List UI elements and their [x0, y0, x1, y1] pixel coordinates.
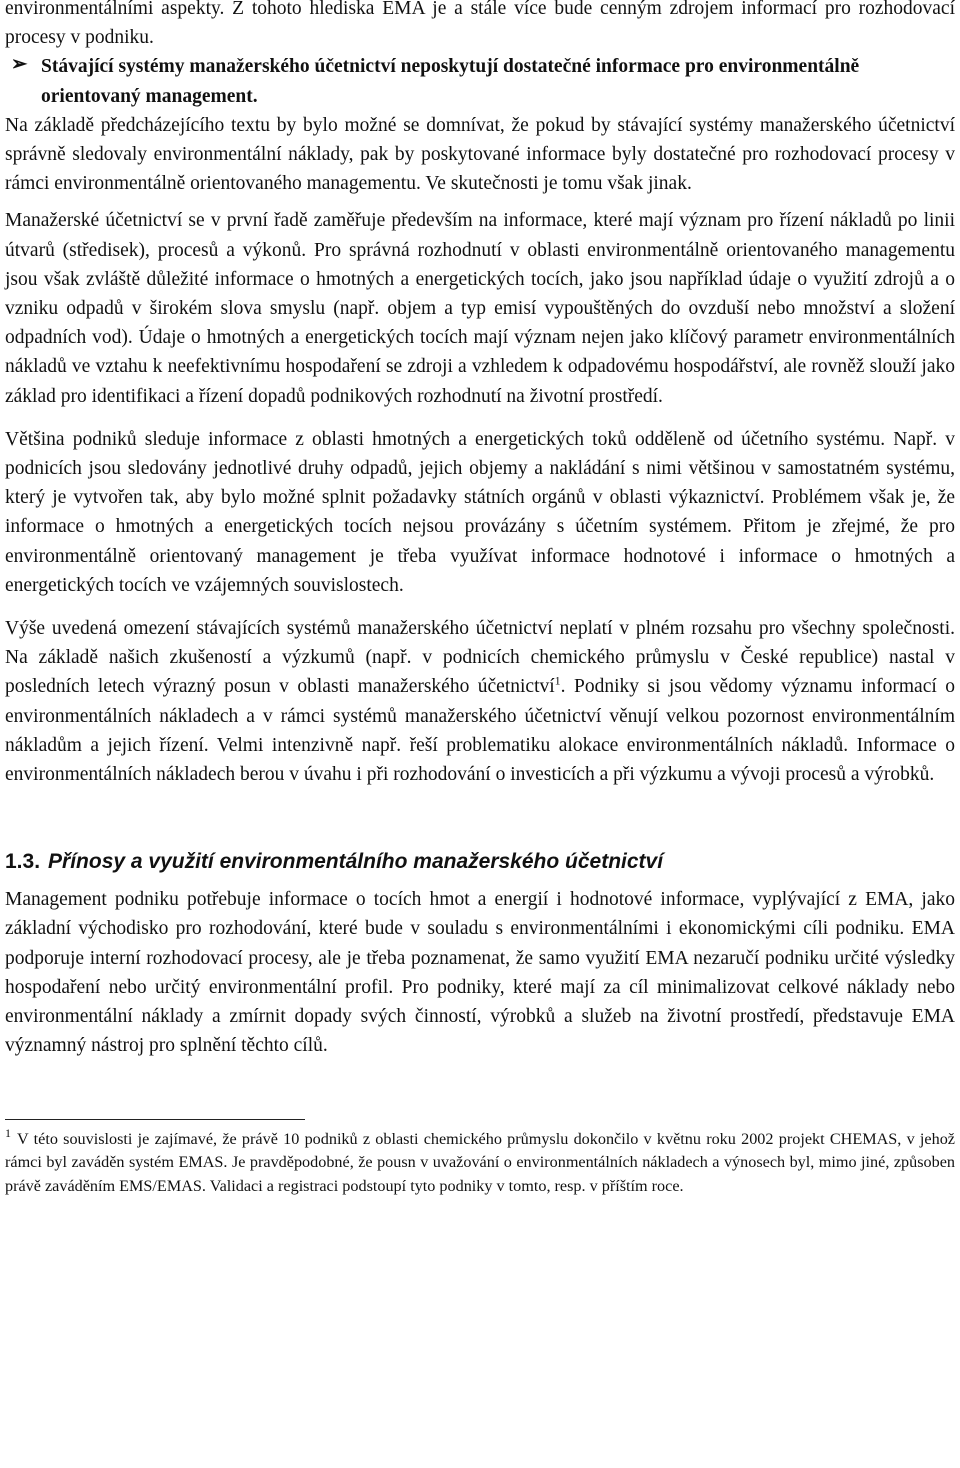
bullet-item	[5, 52, 955, 110]
paragraph-1: Na základě předcházejícího textu by bylo možné se domnívat, že pokud by stávající systémy manažerského účetnictví správně sledovaly environmentální náklady, pak by poskytované informace byly dostatečné pro rozhodovací procesy v rámci environmentálně orientovaného managementu. Ve skutečnosti je tomu však jinak.	[5, 114, 955, 195]
footnote-divider	[5, 1119, 305, 1120]
paragraph-3: Většina podniků sleduje informace z oblasti hmotných a energetických toků odděleně od účetního systému. Např. v podnicích jsou sledovány jednotlivé druhy odpadů, jejich objemy a nakládání s nimi většinou v samostatném systému, který je vytvořen tak, aby bylo možné splnit požadavky státních orgánů v oblasti výkaznictví. Problémem však je, že informace o hmotných a energetických tocích nejsou provázány s účetním systémem. Přitom je zřejmé, že pro environmentálně orientovaný management je třeba využívat informace hodnotové i informace o hmotných a energetických tocích ve vzájemných souvislostech.	[5, 428, 955, 596]
footnote-text: V této souvislosti je zajímavé, že právě 10 podniků z oblasti chemického průmyslu dokončilo v květnu roku 2002 projekt CHEMAS, v jehož rámci byl zaváděn systém EMAS. Je pravděpodobné, že pousn v uvažování o environmentálních nákladech a výnosech byl, mimo jiné, způsoben právě zaváděním EMS/EMAS. Validaci a registraci podstoupí tyto podniky v tomto, resp. v příštím roce.	[5, 1129, 955, 1195]
paragraph-2: Manažerské účetnictví se v první řadě zaměřuje především na informace, které mají význam pro řízení nákladů po linii útvarů (středisek), procesů a výkonů. Pro správná rozhodnutí v oblasti environmentálně orientovaného managementu jsou však zvláště důležité informace o hmotných a energetických tocích, jako jsou například údaje o využití zdrojů a o vzniku odpadů v širokém slova smyslu (např. objem a typ emisí vypouštěných do ovzduší nebo množství a složení odpadních vod). Údaje o hmotných a energetických tocích mají význam nejen jako klíčový parametr environmentálních nákladů ve vztahu k neefektivnímu hospodaření se zdroji a vzhledem k odpadovému hospodářství, ale rovněž slouží jako základ pro identifikaci a řízení dopadů podnikových rozhodnutí na životní prostředí.	[5, 210, 955, 407]
intro-paragraph: environmentálními aspekty. Z tohoto hlediska EMA je a stále více bude cenným zdrojem informací pro rozhodovací procesy v podniku.	[5, 0, 955, 49]
paragraph-4-part-b: . Podniky si jsou vědomy významu informací o environmentálních nákladech a v rámci systémů manažerského účetnictví věnují velkou pozornost environmentálním nákladům a jejich řízení. Velmi intenzivně např. řeší problematiku alokace environmentálních nákladů. Informace o environmentálních nákladech berou v úvahu i při rozhodování o investicích a při výzkumu a vývoji procesů a výrobků.	[5, 676, 955, 786]
section-number: 1.3.	[5, 850, 41, 874]
paragraph-4-part-a: Výše uvedená omezení stávajících systémů manažerského účetnictví neplatí v plném rozsahu pro všechny společnosti. Na základě našich zkušeností a výzkumů (např. v podnicích chemického průmyslu v České republice) nastal v posledních letech výrazný posun v oblasti manažerského účetnictví	[5, 618, 955, 698]
footnote	[5, 1128, 955, 1199]
footnote-reference[interactable]: 1	[554, 673, 561, 688]
footnote-number: 1	[5, 1126, 11, 1141]
section-body: Management podniku potřebuje informace o tocích hmot a energií i hodnotové informace, vyplývající z EMA, jako základní východisko pro rozhodování, které bude v souladu s environmentálními i ekonomickými cíli podniku. EMA podporuje interní rozhodovací procesy, ale je třeba poznamenat, že samo využití EMA nezaručí podniku určité výsledky hospodaření nebo určitý environmentální profil. Pro podniky, které mají za cíl minimalizovat celkové náklady nebo environmentální náklady a zmírnit dopady svých činností, výrobků a služeb na životní prostředí, představuje EMA významný nástroj pro splnění těchto cílů.	[5, 889, 955, 1057]
bullet-text: Stávající systémy manažerského účetnictví neposkytují dostatečné informace pro environmentálně orientovaný management.	[41, 56, 860, 107]
section-heading	[5, 847, 955, 877]
section-title: Přínosy a využití environmentálního manažerského účetnictví	[48, 850, 664, 874]
arrow-bullet-icon: ➢	[11, 54, 28, 76]
paragraph-4	[5, 614, 955, 789]
